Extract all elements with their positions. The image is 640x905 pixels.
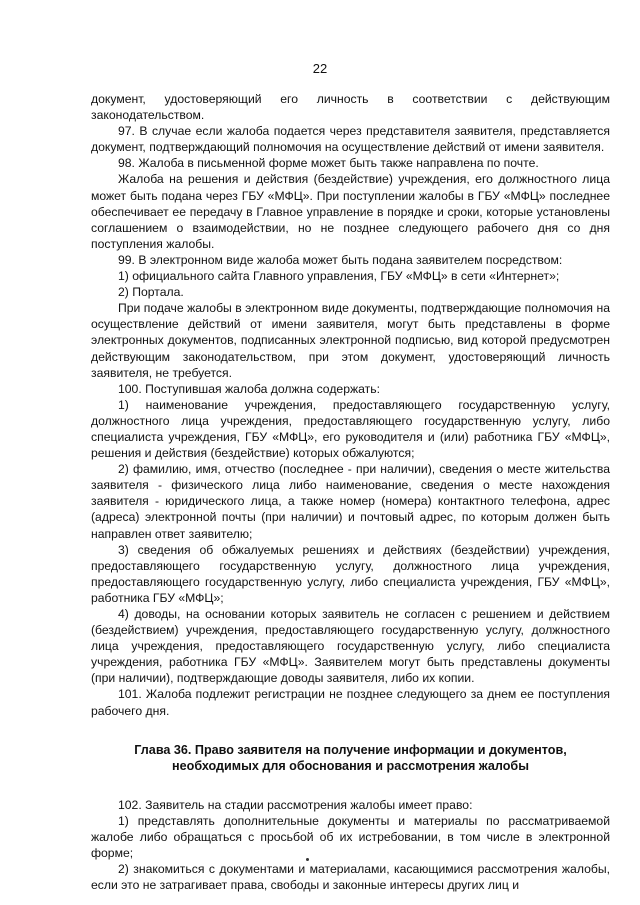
paragraph: 98. Жалоба в письменной форме может быть также направлена по почте. <box>118 156 539 171</box>
list-item: 1) официального сайта Главного управления, ГБУ «МФЦ» в сети «Интернет»; <box>118 269 560 284</box>
paragraph: 97. В случае если жалоба подается через представителя заявителя, представляется документ, подтверждающий полномочия на осуществление действий от имени заявителя. <box>91 124 610 155</box>
paragraph: 99. В электронном виде жалоба может быть подана заявителем посредством: <box>118 252 563 267</box>
chapter-heading-line1: Глава 36. Право заявителя на получение информации и документов, <box>134 742 567 757</box>
chapter-heading-line2: необходимых для обоснования и рассмотрения жалобы <box>172 758 529 773</box>
list-item: 2) знакомиться с документами и материалами, касающимися рассмотрения жалобы, если это не затрагивает права, свободы и законные интересы других лиц и <box>91 862 610 893</box>
page-number: 22 <box>312 61 328 76</box>
paragraph: документ, удостоверяющий его личность в соответствии с действующим законодательством. <box>91 92 610 123</box>
list-item: 4) доводы, на основании которых заявитель не согласен с решением и действием (бездействием) учреждения, предоставляющего государственную услугу, должностного лица учреждения, предоставляющего государственную услугу, либо специалиста учреждения, работника ГБУ «МФЦ». Заявителем могут быть представлены документы (при наличии), подтверждающие доводы заявителя, либо их копии. <box>91 607 610 686</box>
list-item: 1) наименование учреждения, предоставляющего государственную услугу, должностного лица учреждения, предоставляющего государственную услугу, либо специалиста учреждения, ГБУ «МФЦ», его руководителя и (или) работника ГБУ «МФЦ», решения и действия (бездействие) которых обжалуются; <box>91 397 610 461</box>
list-item: 3) сведения об обжалуемых решениях и действиях (бездействии) учреждения, предоставляющего государственную услугу, должностного лица учреждения, предоставляющего государственную услугу, либо специалиста учреждения, ГБУ «МФЦ», работника ГБУ «МФЦ»; <box>91 542 610 605</box>
paragraph: 100. Поступившая жалоба должна содержать: <box>118 381 380 396</box>
scan-dot <box>306 858 309 861</box>
paragraph: 101. Жалоба подлежит регистрации не позднее следующего за днем ее поступления рабочего дня. <box>91 687 610 718</box>
list-item: 2) фамилию, имя, отчество (последнее - при наличии), сведения о месте жительства заявителя - физического лица либо наименование, сведения о месте нахождения заявителя - юридического лица, а также номер (номера) контактного телефона, адрес (адреса) электронной почты (при наличии) и почтовый адрес, по которым должен быть направлен ответ заявителю; <box>91 462 610 541</box>
list-item: 1) представлять дополнительные документы и материалы по рассматриваемой жалобе либо обращаться с просьбой об их истребовании, в том числе в электронной форме; <box>91 813 610 860</box>
paragraph: 102. Заявитель на стадии рассмотрения жалобы имеет право: <box>118 797 473 812</box>
list-item: 2) Портала. <box>118 285 184 300</box>
chapter-heading <box>91 742 610 774</box>
paragraph: Жалоба на решения и действия (бездействие) учреждения, его должностного лица может быть подана через ГБУ «МФЦ». При поступлении жалобы в ГБУ «МФЦ» последнее обеспечивает ее передачу в Главное управление в порядке и сроки, которые установлены соглашением о взаимодействии, но не позднее следующего рабочего дня со дня поступления жалобы. <box>91 172 610 251</box>
paragraph: При подаче жалобы в электронном виде документы, подтверждающие полномочия на осуществление действий от имени заявителя, могут быть представлены в форме электронных документов, подписанных электронной подписью, вид которой предусмотрен действующим законодательством, при этом документ, удостоверяющий личность заявителя, не требуется. <box>91 301 610 380</box>
document-body <box>91 91 610 893</box>
